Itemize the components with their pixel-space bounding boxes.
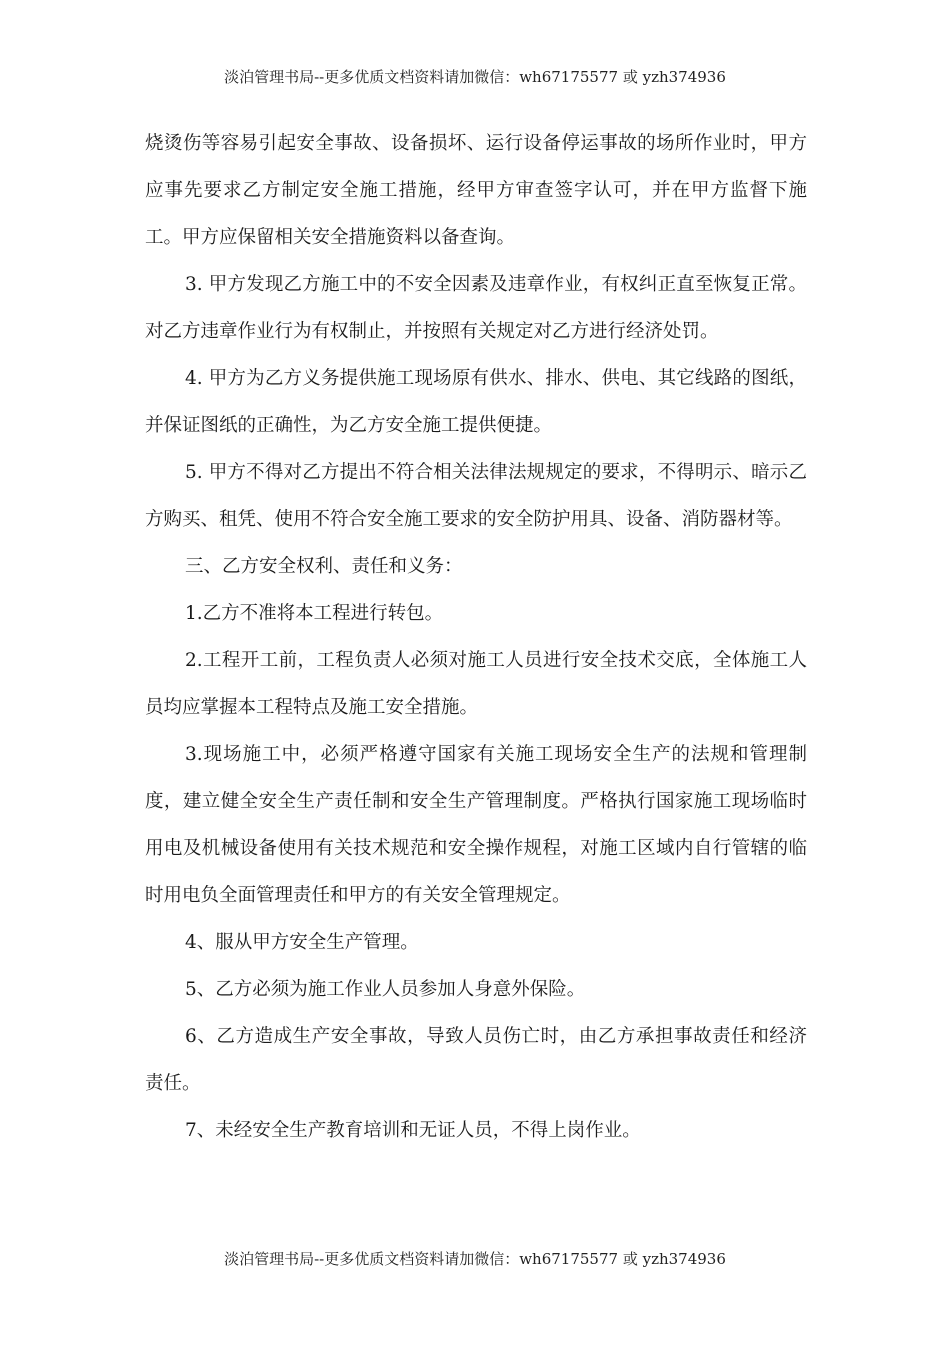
paragraph-obligation-3: 3.现场施工中，必须严格遵守国家有关施工现场安全生产的法规和管理制度，建立健全安全生产责任制和安全生产管理制度。严格执行国家施工现场临时用电及机械设备使用有关技术规范和安全操作规程，对施工区域内自行管辖的临时用电负全面管理责任和甲方的有关安全管理规定。 [145,744,807,906]
paragraph-obligation-6: 6、乙方造成生产安全事故，导致人员伤亡时，由乙方承担事故责任和经济责任。 [145,1026,807,1094]
paragraph-obligation-2: 2.工程开工前，工程负责人必须对施工人员进行安全技术交底，全体施工人员均应掌握本工程特点及施工安全措施。 [145,650,807,718]
section-heading: 三、乙方安全权利、责任和义务： [185,556,463,577]
paragraph-continued: 烧烫伤等容易引起安全事故、设备损坏、运行设备停运事故的场所作业时，甲方应事先要求乙方制定安全施工措施，经甲方审查签字认可，并在甲方监督下施工。甲方应保留相关安全措施资料以备查询。 [145,133,807,248]
page-footer: 淡泊管理书局--更多优质文档资料请加微信：wh67175577 或 yzh374936 [224,1250,726,1268]
paragraph-item-4: 4. 甲方为乙方义务提供施工现场原有供水、排水、供电、其它线路的图纸，并保证图纸的正确性，为乙方安全施工提供便捷。 [145,368,807,436]
paragraph-obligation-5: 5、乙方必须为施工作业人员参加人身意外保险。 [185,979,586,1000]
paragraph-obligation-7: 7、未经安全生产教育培训和无证人员，不得上岗作业。 [185,1120,641,1141]
paragraph-item-5: 5. 甲方不得对乙方提出不符合相关法律法规规定的要求，不得明示、暗示乙方购买、租凭、使用不符合安全施工要求的安全防护用具、设备、消防器材等。 [145,462,807,530]
paragraph-item-3: 3. 甲方发现乙方施工中的不安全因素及违章作业，有权纠正直至恢复正常。对乙方违章作业行为有权制止，并按照有关规定对乙方进行经济处罚。 [145,274,807,342]
paragraph-obligation-4: 4、服从甲方安全生产管理。 [185,932,419,953]
paragraph-obligation-1: 1.乙方不准将本工程进行转包。 [185,603,444,624]
document-body [145,120,807,1154]
page-header: 淡泊管理书局--更多优质文档资料请加微信：wh67175577 或 yzh374936 [224,68,726,86]
